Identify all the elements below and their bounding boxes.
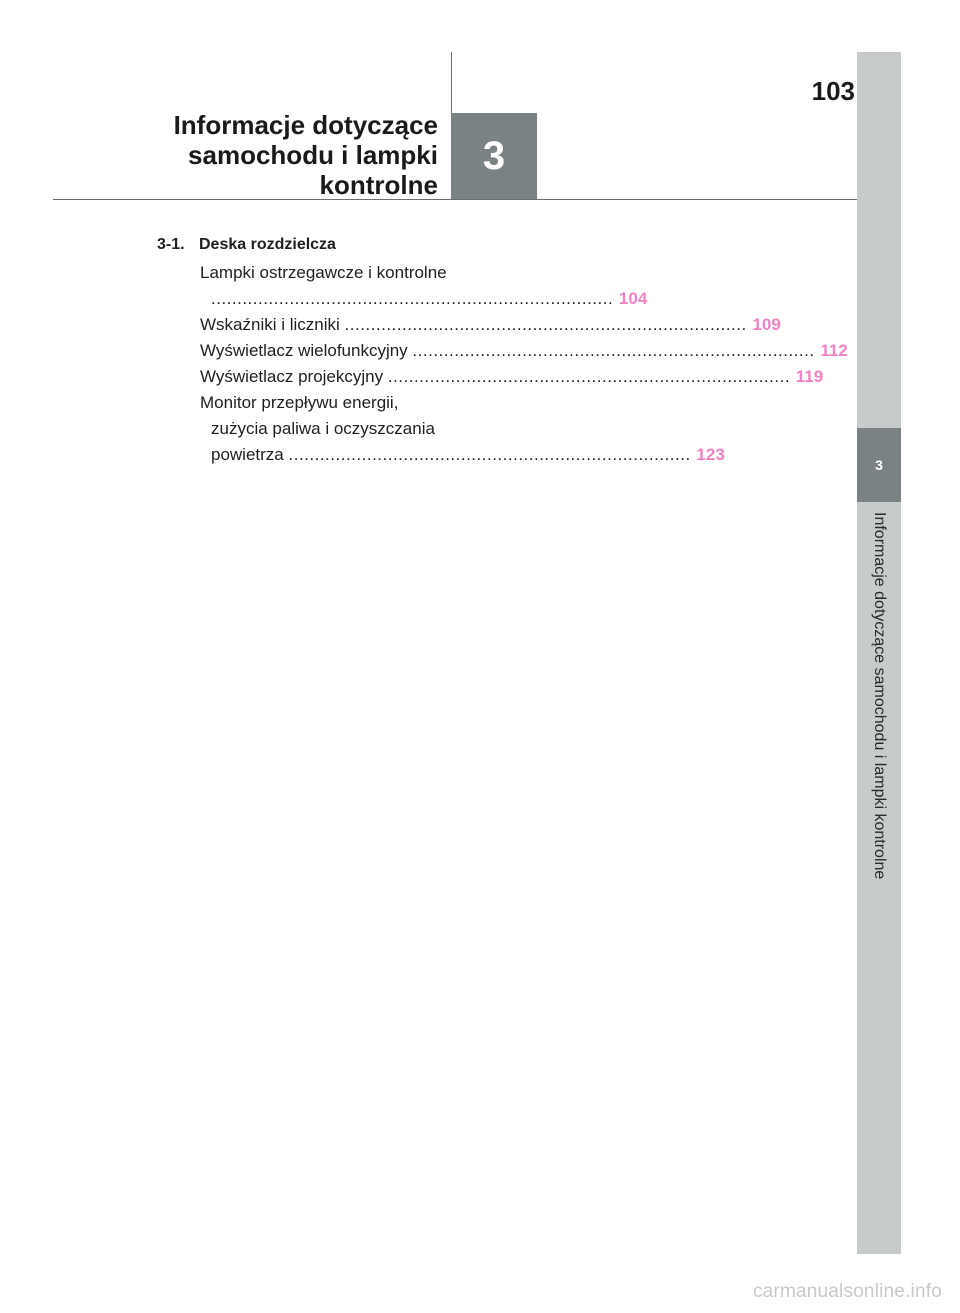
toc-entry[interactable] xyxy=(200,390,725,468)
toc-entry-leader-row xyxy=(200,442,725,468)
toc-entry-page[interactable]: 123 xyxy=(696,445,725,464)
dot-leader: ............................................................................. xyxy=(344,315,747,334)
toc-entry-page[interactable]: 109 xyxy=(752,315,781,334)
toc-entry-page[interactable]: 104 xyxy=(618,289,648,308)
toc-section-heading xyxy=(157,236,477,260)
toc-section-title: Deska rozdzielcza xyxy=(199,236,336,253)
table-of-contents xyxy=(157,236,848,468)
side-tab-label: Informacje dotyczące samochodu i lampki kontrolne xyxy=(871,512,888,880)
toc-entry[interactable] xyxy=(200,338,848,364)
toc-entry-text: Lampki ostrzegawcze i kontrolne xyxy=(200,263,447,282)
chapter-title-line-3: kontrolne xyxy=(319,170,438,200)
toc-entry[interactable] xyxy=(200,260,648,312)
toc-entry-page[interactable]: 112 xyxy=(820,341,848,360)
chapter-title-line-2: samochodu i lampki xyxy=(188,140,438,170)
page-number: 103 xyxy=(811,76,855,106)
toc-entry-text-cont: powietrza xyxy=(211,445,284,464)
side-tab-number: 3 xyxy=(875,457,883,473)
chapter-title-line-1: Informacje dotyczące xyxy=(173,110,438,140)
chapter-number: 3 xyxy=(482,133,506,178)
dot-leader: ............................................................................. xyxy=(211,289,614,308)
toc-entry-leader-row xyxy=(200,312,781,338)
toc-entry-leader-row xyxy=(200,364,824,390)
dot-leader: ............................................................................. xyxy=(387,367,791,386)
toc-entry-leader-row xyxy=(200,338,848,364)
toc-entry[interactable] xyxy=(200,364,824,390)
toc-entry-page[interactable]: 119 xyxy=(795,367,824,386)
dot-leader: ............................................................................. xyxy=(288,445,691,464)
toc-entry-text-cont: zużycia paliwa i oczyszczania xyxy=(211,419,435,438)
chapter-number-box xyxy=(451,113,537,199)
toc-entry-text: Wyświetlacz projekcyjny xyxy=(200,367,384,386)
toc-entry-text: Wskaźniki i liczniki xyxy=(200,315,345,334)
dot-leader: ............................................................................. xyxy=(412,341,815,360)
toc-section-number: 3-1. xyxy=(157,236,185,253)
toc-entry[interactable] xyxy=(200,312,781,338)
side-tab-chapter[interactable] xyxy=(857,428,901,502)
toc-entry-text: Monitor przepływu energii, xyxy=(200,393,399,412)
watermark: carmanualsonline.info xyxy=(752,1281,942,1302)
chapter-title xyxy=(38,110,438,200)
toc-entry-leader-row xyxy=(200,286,648,312)
toc-entry-text: Wyświetlacz wielofunkcyjny xyxy=(200,341,413,360)
